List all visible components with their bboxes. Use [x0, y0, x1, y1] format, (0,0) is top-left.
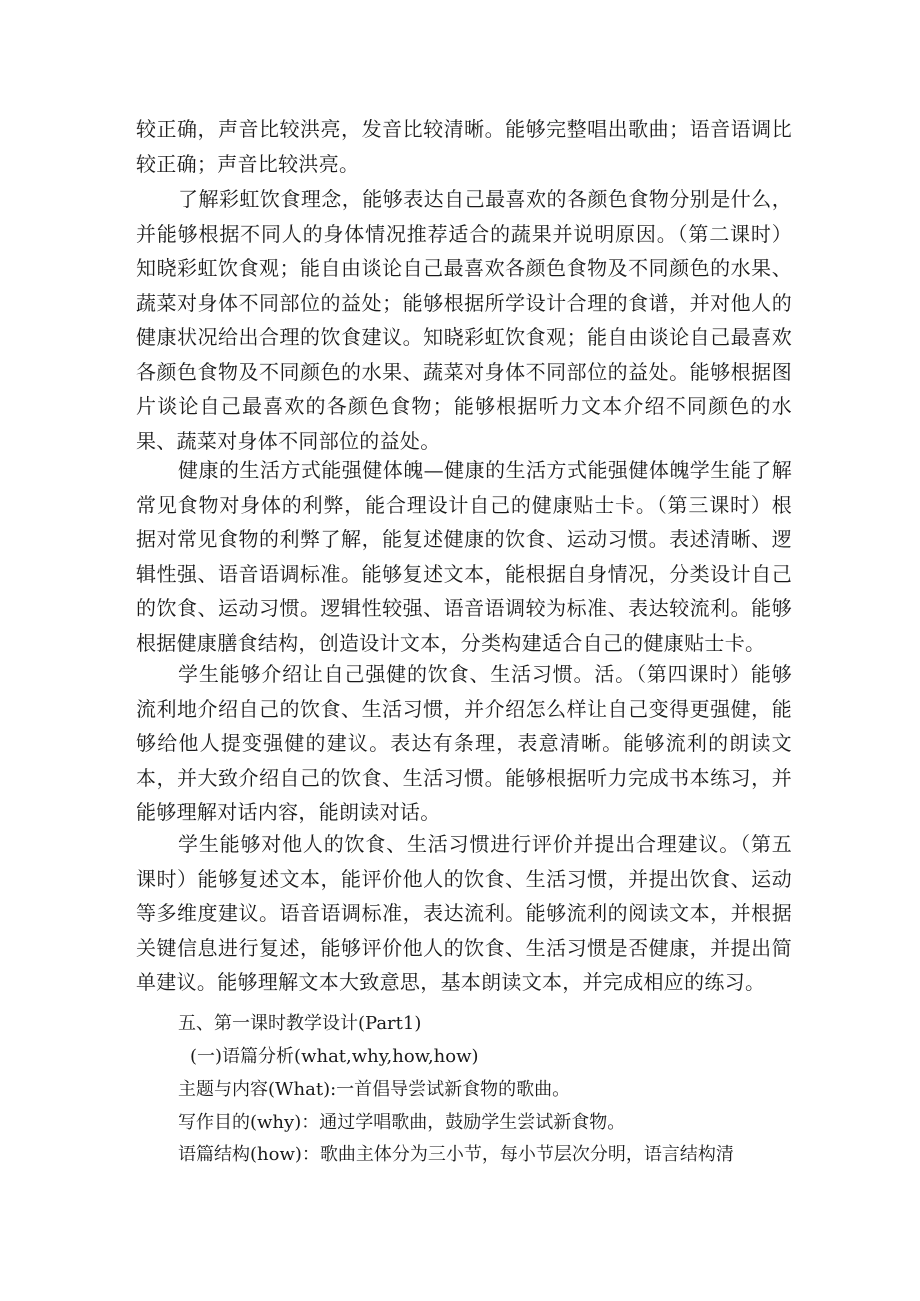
analysis-why-line: 写作目的(why)：通过学唱歌曲，鼓励学生尝试新食物。 — [178, 1112, 626, 1133]
paragraph-continued: 较正确，声音比较洪亮，发音比较清晰。能够完整唱出歌曲；语音语调比较正确；声音比较洪亮。 — [136, 117, 792, 176]
paragraph-lesson-4: 学生能够介绍让自己强健的饮食、生活习惯。活。（第四课时）能够流利地介绍自己的饮食、生活习惯，并介绍怎么样让自己变得更强健，能够给他人提变强健的建议。表达有条理，表意清晰。能够流利的朗读文本，并大致介绍自己的饮食、生活习惯。能够根据听力完成书本练习，并能够理解对话内容，能朗读对话。 — [136, 662, 792, 824]
paragraph-lesson-3: 健康的生活方式能强健体魄—健康的生活方式能强健体魄学生能了解常见食物对身体的利弊，能合理设计自己的健康贴士卡。（第三课时）根据对常见食物的利弊了解，能复述健康的饮食、运动习惯。表述清晰、逻辑性强、语音语调标准。能够复述文本，能根据自身情况，分类设计自己的饮食、运动习惯。逻辑性较强、语音语调较为标准、表达较流利。能够根据健康膳食结构，创造设计文本，分类构建适合自己的健康贴士卡。 — [136, 458, 792, 655]
analysis-what-line: 主题与内容(What):一首倡导尝试新食物的歌曲。 — [178, 1079, 571, 1100]
subsection-heading: (一)语篇分析(what,why,how,how) — [190, 1046, 479, 1067]
paragraph-lesson-5: 学生能够对他人的饮食、生活习惯进行评价并提出合理建议。（第五课时）能够复述文本，能评价他人的饮食、生活习惯，并提出饮食、运动等多维度建议。语音语调标准，表达流利。能够流利的阅读文本，并根据关键信息进行复述，能够评价他人的饮食、生活习惯是否健康，并提出简单建议。能够理解文本大致意思，基本朗读文本，并完成相应的练习。 — [136, 832, 792, 994]
section-heading: 五、第一课时教学设计(Part1) — [178, 1013, 422, 1034]
analysis-how-line: 语篇结构(how)：歌曲主体分为三小节，每小节层次分明，语言结构清 — [178, 1144, 734, 1165]
paragraph-lesson-2: 了解彩虹饮食理念，能够表达自己最喜欢的各颜色食物分别是什么，并能够根据不同人的身体情况推荐适合的蔬果并说明原因。（第二课时）知晓彩虹饮食观；能自由谈论自己最喜欢各颜色食物及不同颜色的水果、蔬菜对身体不同部位的益处；能够根据所学设计合理的食谱，并对他人的健康状况给出合理的饮食建议。知晓彩虹饮食观；能自由谈论自己最喜欢各颜色食物及不同颜色的水果、蔬菜对身体不同部位的益处。能够根据图片谈论自己最喜欢的各颜色食物；能够根据听力文本介绍不同颜色的水果、蔬菜对身体不同部位的益处。 — [136, 187, 792, 453]
